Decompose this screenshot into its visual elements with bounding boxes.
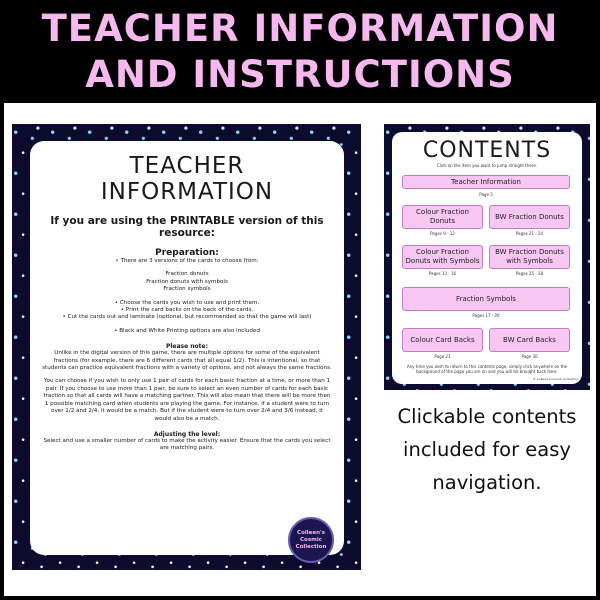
page-range: Page 21 [434,354,451,359]
printable-subtitle: If you are using the PRINTABLE version of this resource: [50,215,324,239]
link-label: Colour Fraction Donuts [416,208,469,225]
contents-link-bw-fraction-donuts[interactable] [489,205,570,229]
page-range: Pages 9 - 12 [430,231,455,236]
badge-text: Colleen's [297,529,325,536]
page-range: Page 5 [479,192,493,197]
adjusting-text: Select and use a smaller number of cards to make the activity easier. Ensure that the cards you select are matching pairs. [43,437,331,452]
caption-line: Clickable contents [397,405,577,428]
link-label: Colour Fraction Donuts with Symbols [405,248,480,265]
contents-link-teacher-information[interactable] [402,175,570,189]
contents-link-bw-card-backs[interactable] [489,328,570,352]
header-title-line-2: AND INSTRUCTIONS [85,52,515,96]
teacher-info-title: TEACHER INFORMATION [100,153,274,205]
version-item: Fraction donuts [165,271,209,278]
link-label: Colour Card Backs [410,335,475,344]
header-title-line-1: TEACHER INFORMATION [41,6,559,50]
bw-printing-note: • Black and White Printing options are also included [42,328,332,335]
version-item: Fraction donuts with symbols [146,278,228,285]
page-range: Pages 25 - 28 [515,271,544,276]
link-label: Teacher Information [451,177,521,186]
link-label: BW Fraction Donuts with Symbols [495,248,564,265]
prep-step: • Cut the cards out and laminate (optional, but recommended so that the game will last) [42,314,332,321]
preparation-heading: Preparation: [155,248,219,258]
badge-text: Cosmic [300,536,322,543]
contents-link-colour-card-backs[interactable] [402,328,483,352]
page-range: Pages 13 - 16 [428,271,457,276]
note-paragraph-2: You can choose if you wish to only use 1 pair of cards for each basic fraction at a time, or more than 1 pair. If you choose to use more than 1 pair, be sure to select an even number of cards for each basic fraction so that all cards will have a matching partner. This will also mean that there will be more then 1 possible matching card when students are playing the game. For instance, if a student were to turn over 1/2 and 2/4, it would be a match. But if the student were to turn over 2/4 and 3/6 instead, it would also be a match. [43,378,331,422]
badge-text: Collection [295,543,327,550]
caption-line: included for easy [403,438,571,461]
contents-credit: © Colleen's Cosmic Collection [532,377,578,381]
link-label: Fraction Symbols [456,294,516,303]
contents-link-colour-donuts-with-symbols[interactable] [402,245,483,269]
prep-step: • Print the card backs on the back of the cards. [42,307,332,314]
contents-instruction: Click on the item you want to jump straight there. [436,163,538,168]
link-label: BW Fraction Donuts [495,212,564,221]
page-range: Pages 17 - 20 [472,313,500,318]
brand-logo-badge [288,517,334,563]
please-note-heading: Please note: [165,343,209,351]
prep-step: • Choose the cards you wish to use and print them. [42,300,332,307]
feature-caption [384,400,590,499]
header-banner [0,0,600,103]
contents-link-fraction-symbols[interactable] [402,287,570,311]
note-paragraph-1: Unlike in the digital version of this game, there are multiple options for some of the equivalent fractions (for example, there are 6 different cards that all equal 1/2). This is intentional, so that students can practice equivalent fractions with a variety of options, and not always the same fractions. [42,350,332,372]
contents-title: CONTENTS [422,138,552,163]
contents-link-colour-fraction-donuts[interactable] [402,205,483,229]
caption-line: navigation. [432,471,542,494]
adjusting-heading: Adjusting the level: [153,430,221,438]
contents-link-bw-donuts-with-symbols[interactable] [489,245,570,269]
link-label: BW Card Backs [503,335,556,344]
page-range: Pages 21 - 24 [515,231,544,236]
version-item: Fraction symbols [163,286,211,293]
teacher-info-page [30,141,344,555]
prep-intro: • There are 3 versions of the cards to choose from: [42,258,332,265]
page-range: Page 30 [521,354,538,359]
contents-footer-note: Any time you wish to return to this contents page, simply click anywhere on the background of the page you are on and you will be brought back here. [406,364,568,374]
